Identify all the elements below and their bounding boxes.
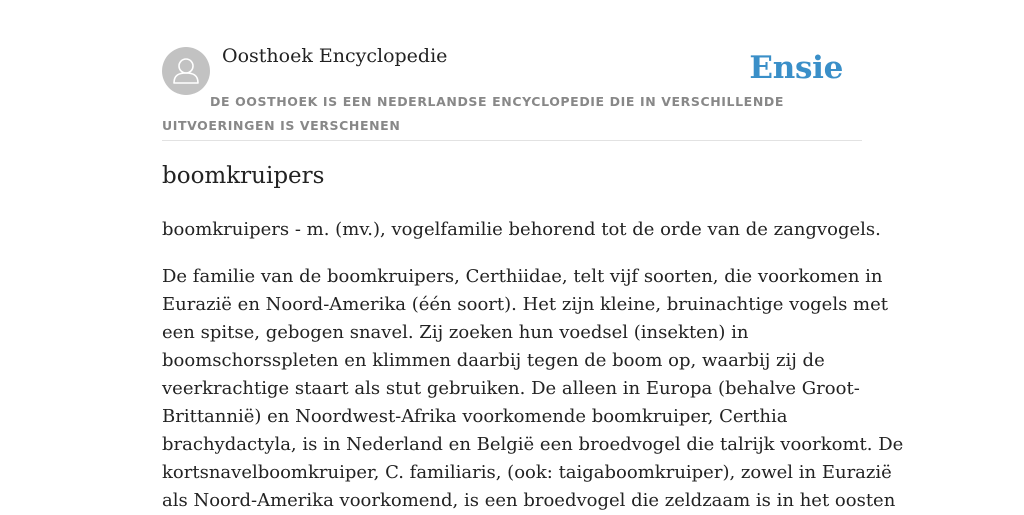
body-line: veerkrachtige staart als stut gebruiken. De alleen in Europa (behalve Groot- xyxy=(162,378,860,399)
site-header xyxy=(162,0,862,141)
article-definition: boomkruipers - m. (mv.), vogelfamilie behorend tot de orde van de zangvogels. xyxy=(162,219,881,240)
brand-logo[interactable]: Ensie xyxy=(749,50,843,86)
page-container xyxy=(162,0,904,511)
body-line: Eurazië en Noord-Amerika (één soort). Het zijn kleine, bruinachtige vogels met xyxy=(162,294,888,315)
site-tagline: DE OOSTHOEK IS EEN NEDERLANDSE ENCYCLOPEDIE DIE IN VERSCHILLENDE UITVOERINGEN IS VERSCHENEN xyxy=(162,94,784,133)
body-line: als Noord-Amerika voorkomend, is een broedvogel die zeldzaam is in het oosten xyxy=(162,490,896,511)
body-line: een spitse, gebogen snavel. Zij zoeken hun voedsel (insekten) in xyxy=(162,322,749,343)
body-line: Brittannië) en Noordwest-Afrika voorkomende boomkruiper, Certhia xyxy=(162,406,788,427)
body-line: boomschorsspleten en klimmen daarbij tegen de boom op, waarbij zij de xyxy=(162,350,825,371)
article-body xyxy=(162,263,904,515)
site-name[interactable]: Oosthoek Encyclopedie xyxy=(222,45,448,67)
body-line: De familie van de boomkruipers, Certhiidae, telt vijf soorten, die voorkomen in xyxy=(162,266,883,287)
body-line: brachydactyla, is in Nederland en België een broedvogel die talrijk voorkomt. De xyxy=(162,434,904,455)
body-line: kortsnavelboomkruiper, C. familiaris, (ook: taigaboomkruiper), zowel in Eurazië xyxy=(162,462,892,483)
user-icon[interactable] xyxy=(162,47,210,95)
article-title: boomkruipers xyxy=(162,163,325,189)
